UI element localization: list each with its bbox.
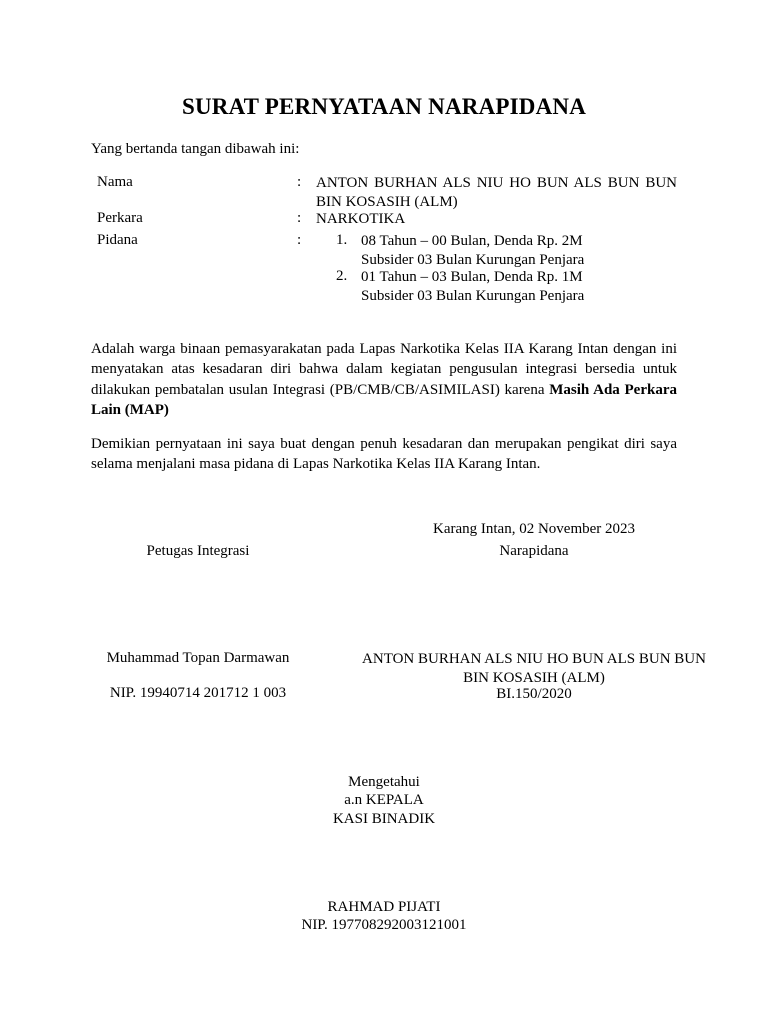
pidana-item-number: 1. bbox=[336, 232, 348, 248]
perkara-colon: : bbox=[297, 210, 302, 226]
right-signer-role: Narapidana bbox=[499, 543, 569, 559]
perkara-value: NARKOTIKA bbox=[316, 211, 406, 227]
nama-colon: : bbox=[297, 174, 302, 190]
pidana-item-line1: 08 Tahun – 00 Bulan, Denda Rp. 2M bbox=[361, 233, 583, 249]
statement-bold-reason: Masih Ada Perkara Lain (MAP) bbox=[91, 381, 677, 418]
statement-paragraph bbox=[91, 339, 677, 420]
statement-text: Adalah warga binaan pemasyarakatan pada Lapas Narkotika Kelas IIA Karang Intan dengan ini menyatakan atas kesadaran diri bahwa dalam kegiatan pengusulan integrasi bersedia untuk dilakukan pembatalan usulan Integrasi (PB/CMB/CB/ASIMILASI) karena bbox=[91, 341, 677, 398]
closing-paragraph: Demikian pernyataan ini saya buat dengan penuh kesadaran dan merupakan pengikat diri saya selama menjalani masa pidana di Lapas Narkotika Kelas IIA Karang Intan. bbox=[91, 436, 677, 473]
pidana-colon: : bbox=[297, 232, 302, 248]
page-title: SURAT PERNYATAAN NARAPIDANA bbox=[181, 94, 587, 119]
pidana-item-number: 2. bbox=[336, 268, 348, 284]
left-signer-role: Petugas Integrasi bbox=[146, 543, 250, 559]
nama-label: Nama bbox=[97, 174, 133, 190]
perkara-label: Perkara bbox=[97, 210, 143, 226]
nama-value: ANTON BURHAN ALS NIU HO BUN ALS BUN BUN BIN KOSASIH (ALM) bbox=[316, 175, 677, 210]
intro-text: Yang bertanda tangan dibawah ini: bbox=[91, 141, 300, 157]
left-signer-name: Muhammad Topan Darmawan bbox=[106, 650, 290, 666]
pidana-label: Pidana bbox=[97, 232, 138, 248]
right-signer-name: ANTON BURHAN ALS NIU HO BUN ALS BUN BUN BIN KOSASIH (ALM) bbox=[362, 651, 706, 686]
approval-line: Mengetahui bbox=[348, 774, 420, 790]
right-signer-id: BI.150/2020 bbox=[496, 686, 572, 702]
approval-line: KASI BINADIK bbox=[332, 811, 436, 827]
approver-nip: NIP. 197708292003121001 bbox=[301, 917, 467, 933]
pidana-item-line2: Subsider 03 Bulan Kurungan Penjara bbox=[361, 288, 585, 304]
pidana-item-line2: Subsider 03 Bulan Kurungan Penjara bbox=[361, 252, 585, 268]
approver-name: RAHMAD PIJATI bbox=[327, 899, 441, 915]
left-signer-nip: NIP. 19940714 201712 1 003 bbox=[109, 685, 287, 701]
place-date: Karang Intan, 02 November 2023 bbox=[432, 521, 636, 537]
pidana-item-line1: 01 Tahun – 03 Bulan, Denda Rp. 1M bbox=[361, 269, 583, 285]
approval-line: a.n KEPALA bbox=[344, 792, 424, 808]
